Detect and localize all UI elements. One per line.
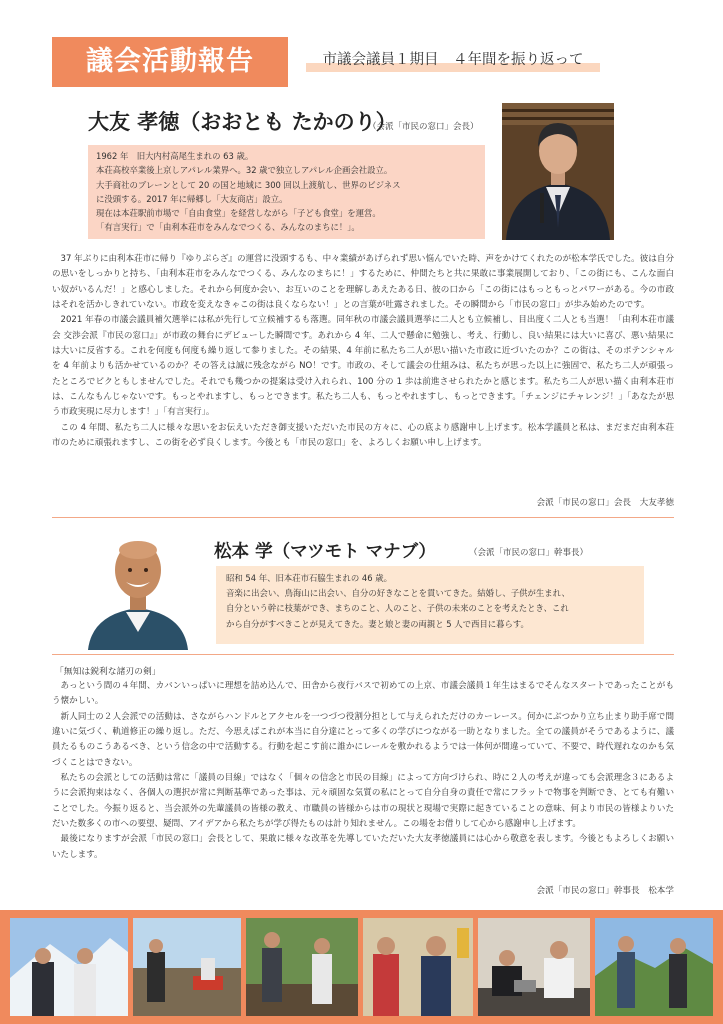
member1-bio-line: 1962 年 旧大内村高尾生まれの 63 歳。 — [96, 151, 254, 161]
report-title-label: 議会活動報告 — [52, 37, 288, 87]
report-subtitle: 市議会議員１期目 ４年間を振り返って — [306, 48, 600, 72]
member1-photo — [502, 103, 614, 240]
member1-bio-line: に没頭する。2017 年に帰郷し「大友商店」設立。 — [96, 193, 288, 204]
member1-name: 大友 孝徳（おおとも たかのり） — [88, 110, 397, 134]
activity-photo — [478, 918, 590, 1016]
member2-paragraph: 新人同士の２人会派での活動は、さながらハンドルとアクセルを一つづつ役割分担として与えられただけのカーレース。何かにぶつかり立ち止まり助手席で間違いに気づく、軌道修正の繰り返し。ただ、今思えばこれが本当に自分達にとって多くの学びにつながる一助となりました。全ての議員がそうであるように、議員たるものこうあるべき、という信念の中で活動する。行動を起こす前に誰かにレールを敷かれるようでは一体何が間違っていて、不要で、時代遅れなのかも気づくことはできない。 — [52, 711, 674, 768]
member2-paragraph: あっという間の４年間、カバンいっぱいに理想を詰め込んで、田舎から夜行バスで初めての上京、市議会議員１年生はまるでそんなスタートであったことがもう懐かしい。 — [52, 681, 674, 707]
member2-bio-line: 自分という幹に枝葉ができ、まちのこと、人のこと、子供の未来のことを考えたとき、これ — [226, 603, 569, 614]
member1-bio-box — [88, 145, 485, 239]
member2-bio-line: 昭和 54 年、旧本荘市石脇生まれの 46 歳。 — [226, 573, 392, 583]
member1-report-body — [52, 252, 674, 451]
activity-photo — [363, 918, 473, 1016]
activity-photo — [246, 918, 358, 1016]
member2-affiliation: （会派「市民の窓口」幹事長） — [469, 548, 589, 558]
activity-photo — [595, 918, 713, 1016]
member2-paragraph: 私たちの会派としての活動は常に「議員の目線」ではなく「個々の信念と市民の目線」によって方向づけられ、時に２人の考えが違っても会派理念３にあるように会派拘束はなく、各個人の選択が常に判断基準であった事は、元々頑固な気質の私にとって自分自身の責任で常にフラットで物事を判断でき、とても有難いことでした。今振り返ると、当会派外の先輩議員の皆様の教え、市職員の皆様からは市の現状と現場で実際に起きていることの意味、何より市民の皆様よりいただいた数多くの市への要望、疑問、アイデアから私たちが学び得たものは計り知れません。この場をお借りして心から感謝申し上げます。 — [52, 773, 674, 830]
activity-photo-farm — [246, 918, 358, 1016]
member2-bio-line: から自分がすべきことが見えてきた。妻と娘と妻の両親と 5 人で西目に暮らす。 — [226, 618, 529, 629]
member2-photo — [86, 530, 190, 650]
member2-report-body — [52, 679, 674, 863]
member2-portrait-image — [86, 530, 190, 650]
member1-bio-line: 「有言実行」で「由利本荘市をみんなでつくる、みんなのまちに！」。 — [96, 222, 360, 233]
member1-paragraph: 37 年ぶりに由利本荘市に帰り『ゆりぷらざ』の運営に没頭するも、中々業績があげられず思い悩んでいた時、声をかけてくれたのが松本学氏でした。彼は自分の思いをしっかりと持ち、「由利本荘市をみんなでつくる、みんなのまちに！」するために、仲間たちと共に果敢に事業展開しており、「この街にも、こんな面白い奴がいるんだ！」と感心しました。それから何度か会い、お互いのことを理解しあえたある日、彼の口から「この街にはもっともっとパワーがある。今の市政はそれを活かしきれていない。市政を変えなきゃこの街は良くならない！」との言葉が吐露されました。その瞬間から「市民の窓口」が歩み始めたのです。 — [52, 254, 674, 311]
member2-signature: 会派「市民の窓口」幹事長 松本学 — [536, 886, 674, 896]
activity-photo-meeting — [478, 918, 590, 1016]
activity-photo — [133, 918, 241, 1016]
member2-name: 松本 学（マツモト マナブ） — [214, 542, 436, 562]
member1-paragraph: この 4 年間、私たち二人に様々な思いをお伝えいただき御支援いただいた市民の方々に、心の底より感謝申し上げます。松本学議員と私は、まだまだ由利本荘市のために頑張れますし、この街を必ず良くします。今後とも「市民の窓口」を、よろしくお願い申し上げます。 — [52, 422, 674, 449]
member2-paragraph: 最後になりますが会派「市民の窓口」会長として、果敢に様々な改革を先導していただいた大友孝徳議員には心から敬意を表します。今後ともよろしくお願いいたします。 — [52, 834, 674, 860]
activity-photo-field-work — [133, 918, 241, 1016]
member1-bio-line: 大手商社のブレーンとして 20 の国と地域に 300 回以上渡航し、世界のビジネス — [96, 179, 401, 190]
member1-bio-line: 現在は本荘駅前市場で「自由食堂」を経営しながら「子ども食堂」を運営。 — [96, 208, 381, 219]
member2-report-heading: 「無知は鋭利な諸刃の剣」 — [55, 667, 161, 677]
member1-bio-line: 本荘高校卒業後上京しアパレル業界へ。32 歳で独立しアパレル企画会社設立。 — [96, 165, 393, 176]
activity-photo-festival — [363, 918, 473, 1016]
member1-affiliation: （会派「市民の窓口」会長） — [368, 122, 479, 132]
activity-photo-strip — [0, 910, 723, 1024]
member1-signature: 会派「市民の窓口」会長 大友孝徳 — [536, 498, 674, 508]
activity-photo-snow-mountain — [10, 918, 128, 1016]
member2-bio-line: 音楽に出会い、鳥海山に出会い、自分の好きなことを貫いてきた。結婚し、子供が生まれ、 — [226, 588, 570, 599]
member2-bio-box — [216, 566, 644, 644]
activity-photo — [10, 918, 128, 1016]
member1-portrait-image — [502, 103, 614, 240]
activity-photo-hiking — [595, 918, 713, 1016]
section-divider — [52, 654, 674, 655]
section-divider — [52, 517, 674, 518]
member1-paragraph: 2021 年春の市議会議員補欠選挙には私が先行して立候補するも落選。同年秋の市議会議員選挙に二人とも立候補し、目出度く二人とも当選！「由利本荘市議会 交渉会派『市民の窓口』」が市政の舞台にデビューした瞬間です。あれから 4 年、二人で懸命に勉強し、考え、行動し、良い結果には大いに喜び、悪い結果には大いに反省する。これを何度も何度も繰り返して参りました。その結果、4 年前に私たち二人が思い描いた市政に近づいたのか？この街は、そのポテンシャルを 4 年前よりも活かせているのか？その答えは誠に残念ながら NO！です。市政の、そして議会の仕組みは、私たちが思った以上に強固で、私たち二人が頑張ったところでビクともしませんでした。それでも幾つかの提案は受け入れられ、100 分の 1 歩は前進させられたかと感じます。私たち二人が思い描く由利本荘市は、こんなもんじゃないです。もっとやれますし、もっとできます。私たち二人も、もっとやれますし、もっとできます。「チェンジにチャレンジ！」「あなたが思う市政実現に尽力します！」「有言実行」。 — [52, 315, 675, 418]
